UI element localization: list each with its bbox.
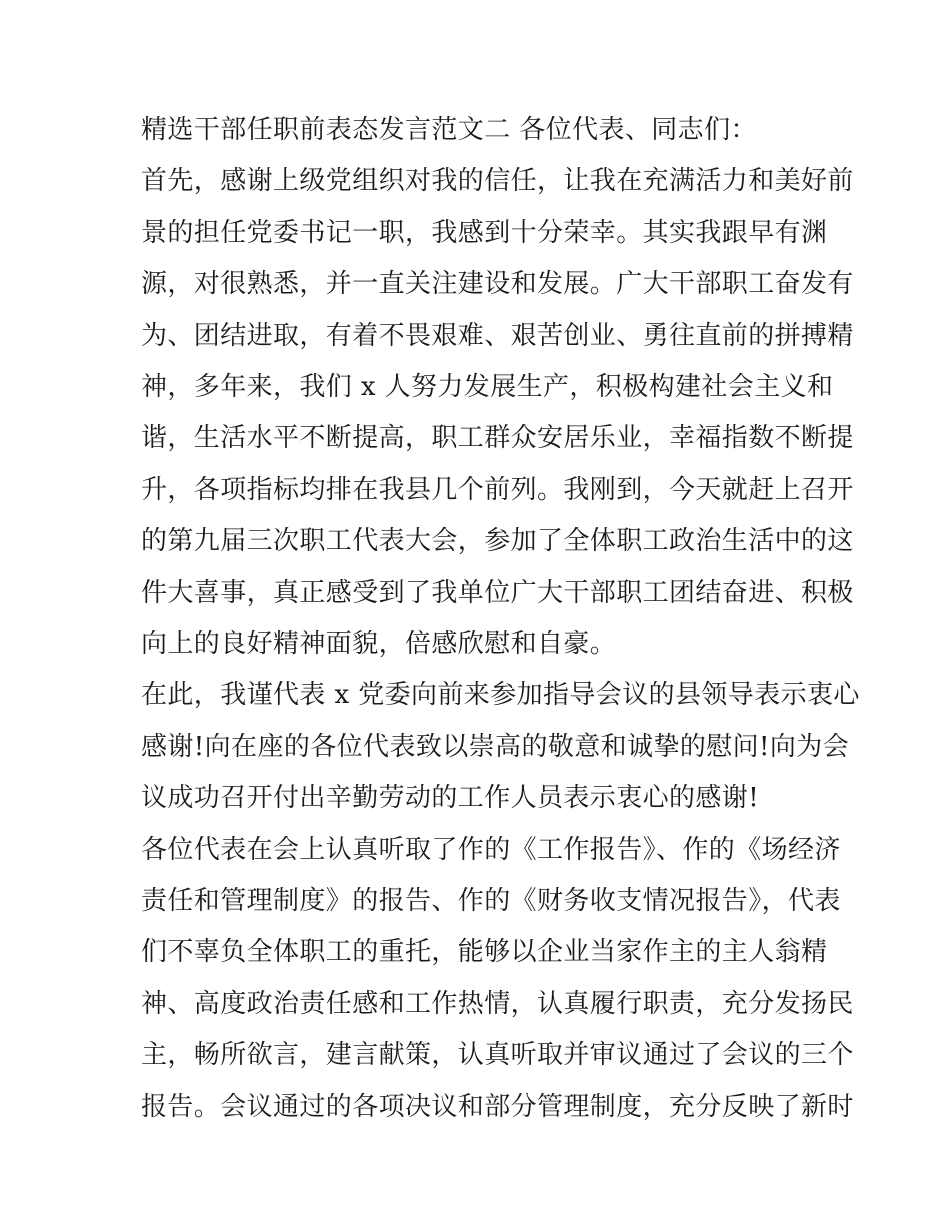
text-line: 责任和管理制度》的报告、作的《财务收支情况报告》，代表 [141,886,841,916]
text-line: 首先，感谢上级党组织对我的信任，让我在充满活力和美好前 [141,166,854,196]
text-line: 在此，我谨代表 x 党委向前来参加指导会议的县领导表示衷心 [141,680,860,710]
text-line: 各位代表在会上认真听取了作的《工作报告》、作的《场经济 [141,835,841,865]
text-line: 神，多年来，我们 x 人努力发展生产，积极构建社会主义和 [141,372,834,402]
text-line: 景的担任党委书记一职，我感到十分荣幸。其实我跟早有渊 [141,218,828,248]
text-line: 神、高度政治责任感和工作热情，认真履行职责，充分发扬民 [141,989,854,1019]
text-line: 为、团结进取，有着不畏艰难、艰苦创业、勇往直前的拼搏精 [141,321,854,351]
text-line: 主，畅所欲言，建言献策，认真听取并审议通过了会议的三个 [141,1040,854,1070]
text-line: 件大喜事，真正感受到了我单位广大干部职工团结奋进、积极 [141,578,854,608]
text-line: 议成功召开付出辛勤劳动的工作人员表示衷心的感谢! [141,783,760,813]
text-line: 源，对很熟悉，并一直关注建设和发展。广大干部职工奋发有 [141,269,854,299]
text-line: 感谢!向在座的各位代表致以崇高的敬意和诚挚的慰问!向为会 [141,732,850,762]
text-line: 谐，生活水平不断提高，职工群众安居乐业，幸福指数不断提 [141,423,854,453]
text-line-title: 精选干部任职前表态发言范文二 各位代表、同志们： [141,115,757,145]
text-line: 报告。会议通过的各项决议和部分管理制度，充分反映了新时 [141,1092,854,1122]
text-line: 们不辜负全体职工的重托，能够以企业当家作主的主人翁精 [141,937,828,967]
text-line: 的第九届三次职工代表大会，参加了全体职工政治生活中的这 [141,526,854,556]
text-line: 向上的良好精神面貌，倍感欣慰和自豪。 [141,629,617,659]
text-line: 升，各项指标均排在我县几个前列。我刚到，今天就赶上召开 [141,475,854,505]
